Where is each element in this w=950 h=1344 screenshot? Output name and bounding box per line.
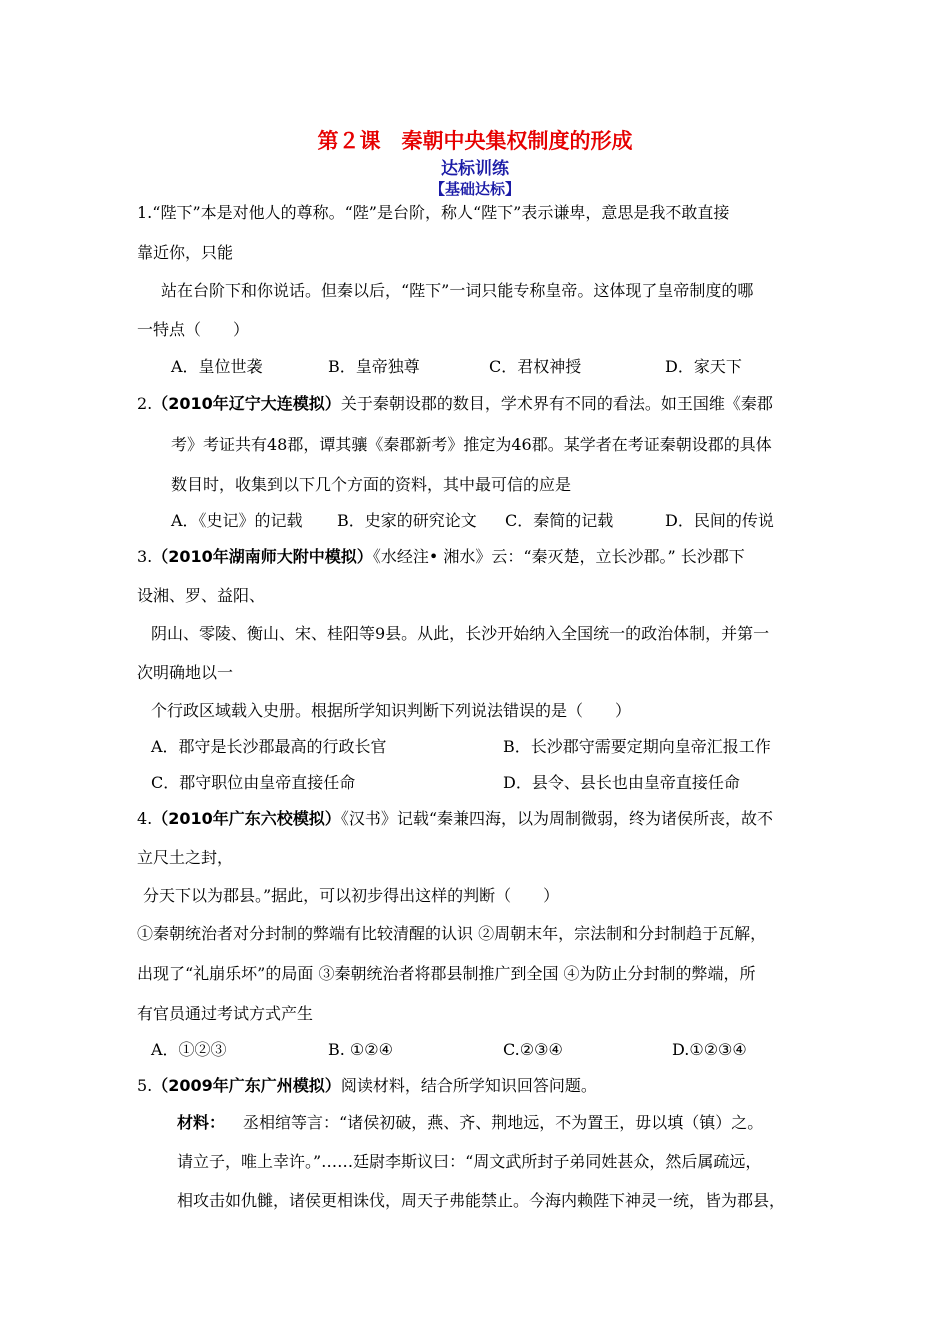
q1-line-2: 靠近你，只能 bbox=[137, 243, 234, 262]
q4-number: 4. bbox=[137, 809, 153, 828]
q2-option-d: D．民间的传说 bbox=[665, 511, 774, 530]
q3-option-c: C．郡守职位由皇帝直接任命 bbox=[151, 773, 356, 792]
page-title: 第２课 秦朝中央集权制度的形成 bbox=[317, 129, 633, 153]
q5-material-label: 材料： bbox=[177, 1113, 226, 1132]
q2-line-2: 考》考证共有48郡，谭其骧《秦郡新考》推定为46郡。某学者在考证秦朝设郡的具体 bbox=[171, 435, 772, 454]
q4-line-2: 立尺土之封， bbox=[137, 848, 234, 867]
q3-option-d: D．县令、县长也由皇帝直接任命 bbox=[503, 773, 740, 792]
q3-line-1 bbox=[137, 547, 745, 567]
q5-line-2 bbox=[177, 1113, 763, 1133]
q5-line-2-text: 丞相绾等言：“诸侯初破，燕、齐、荆地远，不为置王，毋以填（镇）之。 bbox=[243, 1113, 764, 1132]
q4-line-1-text: 《汉书》记载“秦兼四海，以为周制微弱，终为诸侯所丧，故不 bbox=[340, 809, 773, 828]
q1-option-d: D．家天下 bbox=[665, 357, 742, 376]
q5-line-1-text: 阅读材料，结合所学知识回答问题。 bbox=[340, 1076, 597, 1095]
q3-source: （2010年湖南师大附中模拟） bbox=[152, 547, 373, 566]
q2-line-3: 数目时，收集到以下几个方面的资料，其中最可信的应是 bbox=[171, 475, 572, 494]
q3-option-b: B．长沙郡守需要定期向皇帝汇报工作 bbox=[503, 737, 771, 756]
q3-option-a: A．郡守是长沙郡最高的行政长官 bbox=[151, 737, 387, 756]
q4-option-c: C.②③④ bbox=[503, 1040, 563, 1059]
q1-option-a: A．皇位世袭 bbox=[171, 357, 263, 376]
q3-line-5: 个行政区域载入史册。根据所学知识判断下列说法错误的是（ ） bbox=[151, 701, 632, 720]
q1-option-b: B．皇帝独尊 bbox=[328, 357, 420, 376]
q4-line-1 bbox=[137, 809, 773, 829]
q2-option-c: C．秦简的记载 bbox=[505, 511, 614, 530]
q4-line-3: 分天下以为郡县。”据此，可以初步得出这样的判断（ ） bbox=[143, 886, 560, 905]
q5-source: （2009年广东广州模拟） bbox=[152, 1076, 341, 1095]
q3-line-1-text: 《水经注• 湘水》云：“秦灭楚，立长沙郡。” 长沙郡下 bbox=[372, 547, 745, 566]
q1-option-c: C．君权神授 bbox=[489, 357, 582, 376]
section-heading: 【基础达标】 bbox=[429, 180, 520, 198]
q5-number: 5. bbox=[137, 1076, 153, 1095]
q2-line-1-text: 关于秦朝设郡的数目，学术界有不同的看法。如王国维《秦郡 bbox=[340, 394, 773, 413]
q1-line-3: 站在台阶下和你说话。但秦以后，“陛下”一词只能专称皇帝。这体现了皇帝制度的哪 bbox=[161, 281, 754, 300]
q5-line-1 bbox=[137, 1076, 597, 1096]
q3-number: 3. bbox=[137, 547, 153, 566]
q3-line-4: 次明确地以一 bbox=[137, 663, 234, 682]
q3-line-3: 阴山、零陵、衡山、宋、桂阳等9县。从此，长沙开始纳入全国统一的政治体制，并第一 bbox=[151, 624, 770, 643]
q2-line-1 bbox=[137, 394, 773, 414]
q4-option-d: D.①②③④ bbox=[672, 1040, 747, 1059]
q5-line-3: 请立子，唯上幸许。”……廷尉李斯议曰：“周文武所封子弟同姓甚众，然后属疏远， bbox=[177, 1152, 762, 1171]
q2-number: 2. bbox=[137, 394, 153, 413]
q3-line-2: 设湘、罗、益阳、 bbox=[137, 586, 266, 605]
q1-line-4: 一特点（ ） bbox=[137, 320, 250, 339]
q4-line-4: ①秦朝统治者对分封制的弊端有比较清醒的认识 ②周朝末年，宗法制和分封制趋于瓦解， bbox=[137, 924, 767, 943]
q4-source: （2010年广东六校模拟） bbox=[152, 809, 341, 828]
q4-line-6: 有官员通过考试方式产生 bbox=[137, 1004, 314, 1023]
q4-line-5: 出现了“礼崩乐坏”的局面 ③秦朝统治者将郡县制推广到全国 ④为防止分封制的弊端，所 bbox=[137, 964, 756, 983]
page-subtitle: 达标训练 bbox=[441, 159, 509, 179]
q2-option-a: A．《史记》的记载 bbox=[171, 511, 303, 530]
q2-option-b: B．史家的研究论文 bbox=[337, 511, 477, 530]
q2-source: （2010年辽宁大连模拟） bbox=[152, 394, 341, 413]
q4-option-b: B. ①②④ bbox=[328, 1040, 393, 1059]
q1-line-1: 1.“陛下”本是对他人的尊称。“陛”是台阶，称人“陛下”表示谦卑，意思是我不敢直接 bbox=[137, 203, 730, 222]
q4-option-a: A．①②③ bbox=[151, 1040, 227, 1059]
q5-line-4: 相攻击如仇雠，诸侯更相诛伐，周天子弗能禁止。今海内赖陛下神灵一统，皆为郡县， bbox=[177, 1191, 786, 1210]
